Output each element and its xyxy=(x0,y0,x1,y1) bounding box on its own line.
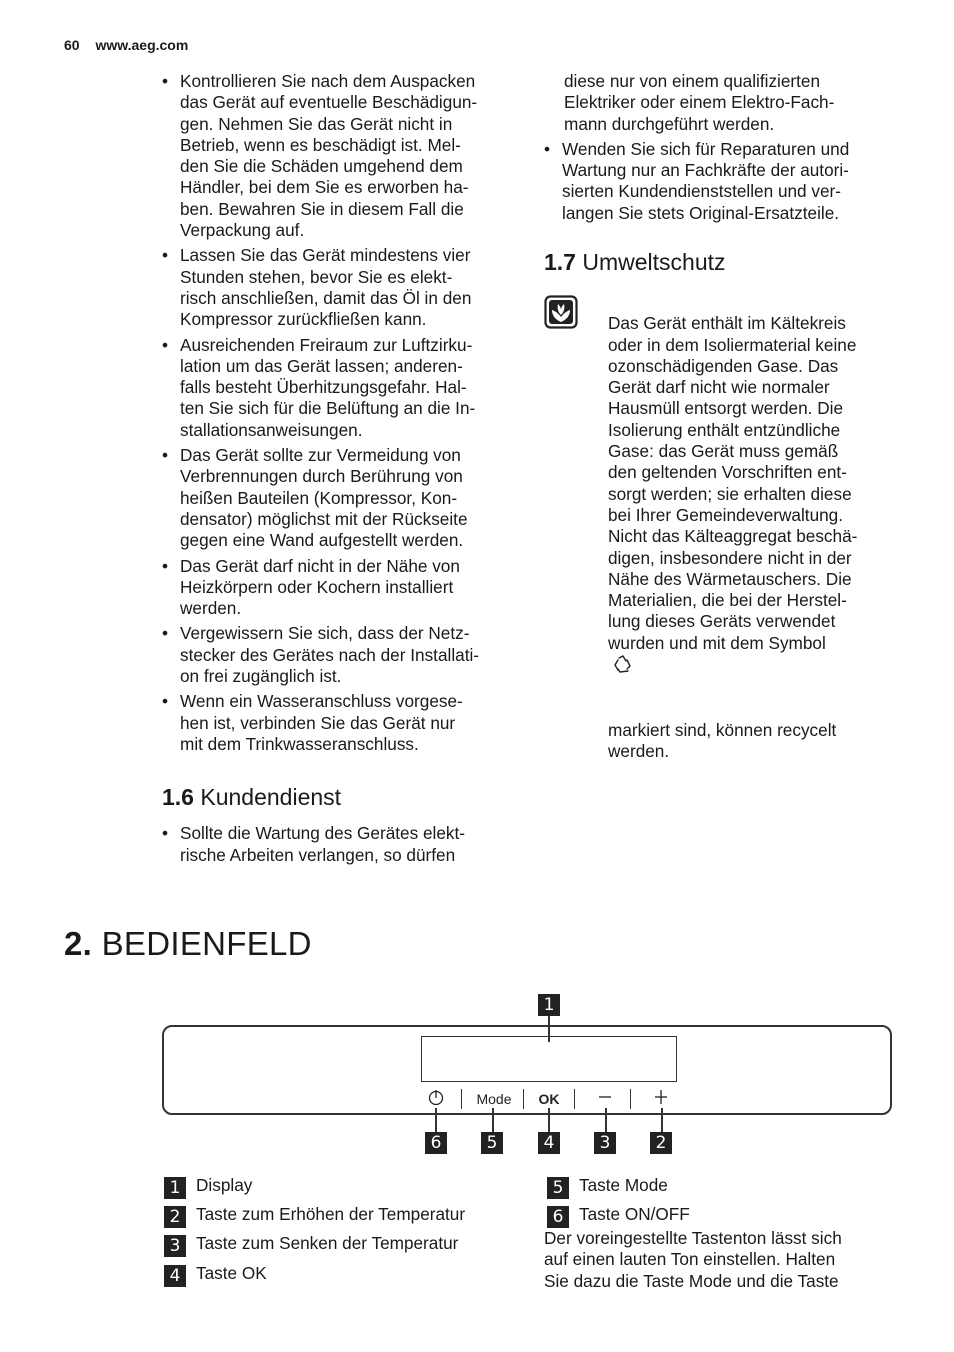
site-url: www.aeg.com xyxy=(95,37,189,53)
callout-badge-minus: 3 xyxy=(594,1132,616,1154)
legend-badge: 1 xyxy=(164,1177,186,1199)
service-list xyxy=(162,823,517,866)
callout-line xyxy=(661,1108,663,1132)
list-item: • Kontrollieren Sie nach dem Auspacken das Gerät auf eventuelle Beschädigun- gen. Nehmen Sie das Gerät nicht in Betrieb, wenn es beschädigt ist. Mel- den Sie die Schäden umgehend dem Händler, bei dem Sie es erworben ha- ben. Bewahren Sie in diesem Fall die Verpackung auf. xyxy=(162,71,517,241)
list-item: • Das Gerät sollte zur Vermeidung von Verbrennungen durch Berührung von heißen Bauteilen (Kompressor, Kon- densator) möglichst mit der Rückseite gegen eine Wand aufgestellt werden. xyxy=(162,445,517,551)
button-separator xyxy=(574,1089,575,1109)
legend-text: Display xyxy=(196,1175,253,1195)
ok-button[interactable]: OK xyxy=(538,1091,560,1107)
display-screen xyxy=(421,1036,677,1082)
section-heading-kundendienst xyxy=(162,783,517,811)
section-number: 1.6 xyxy=(162,784,194,811)
callout-badge-plus: 2 xyxy=(650,1132,672,1154)
plus-button[interactable] xyxy=(650,1088,672,1109)
power-button[interactable] xyxy=(425,1088,447,1109)
left-column xyxy=(162,71,517,870)
legend-text: Taste zum Erhöhen der Temperatur xyxy=(196,1204,466,1224)
chapter-title xyxy=(64,925,312,963)
section-number: 1.7 xyxy=(544,249,576,276)
mode-button[interactable]: Mode xyxy=(476,1091,512,1107)
callout-line xyxy=(435,1108,437,1132)
power-icon xyxy=(427,1088,445,1106)
legend-text: Taste zum Senken der Temperatur xyxy=(196,1233,459,1253)
button-separator xyxy=(630,1089,631,1109)
list-item: • Wenden Sie sich für Reparaturen und Wartung nur an Fachkräfte der autori- sierten Kundendienststellen und ver- langen Sie stets Original-Ersatzteile. xyxy=(544,139,894,224)
callout-badge-power: 6 xyxy=(425,1132,447,1154)
page-header xyxy=(64,37,188,53)
page-number: 60 xyxy=(64,37,80,53)
callout-badge-mode: 5 xyxy=(481,1132,503,1154)
environment-text xyxy=(608,292,898,763)
callout-badge-display: 1 xyxy=(538,994,560,1016)
legend-badge: 5 xyxy=(547,1177,569,1199)
legend-badge: 2 xyxy=(164,1206,186,1228)
legend-right xyxy=(547,1175,887,1229)
repair-list xyxy=(544,139,894,224)
button-separator xyxy=(461,1089,462,1109)
eco-leaf-icon xyxy=(544,295,578,329)
plus-icon xyxy=(653,1088,669,1106)
list-item: • Ausreichenden Freiraum zur Luftzirku- lation um das Gerät lassen; anderen- falls besteht Überhitzungsgefahr. Hal- ten Sie sich für die Belüftung an die In- stallationsanweisungen. xyxy=(162,335,517,441)
chapter-name: BEDIENFELD xyxy=(101,925,312,962)
list-item: • Sollte die Wartung des Gerätes elekt- rische Arbeiten verlangen, so dürfen xyxy=(162,823,517,866)
callout-badge-ok: 4 xyxy=(538,1132,560,1154)
section-title: Kundendienst xyxy=(200,784,342,811)
recycle-icon xyxy=(612,654,634,676)
continuation-text: diese nur von einem qualifizierten Elektriker oder einem Elektro-Fach- mann durchgeführt werden. xyxy=(564,71,835,134)
tone-note: Der voreingestellte Tastenton lässt sich auf einen lauten Ton einstellen. Halten Sie dazu die Taste Mode und die Taste xyxy=(544,1228,842,1291)
list-item: • Lassen Sie das Gerät mindestens vier Stunden stehen, bevor Sie es elekt- risch anschließen, damit das Öl in den Kompressor zurückfließen kann. xyxy=(162,245,517,330)
list-item: • Vergewissern Sie sich, dass der Netz- stecker des Gerätes nach der Installati- on frei zugänglich ist. xyxy=(162,623,517,687)
chapter-number: 2. xyxy=(64,925,93,962)
callout-line xyxy=(605,1108,607,1132)
legend-badge: 4 xyxy=(164,1265,186,1287)
section-heading-umweltschutz xyxy=(544,248,894,276)
environment-text-end: markiert sind, können recycelt werden. xyxy=(608,719,837,762)
legend-text: Taste ON/OFF xyxy=(579,1204,690,1224)
environment-text-main: Das Gerät enthält im Kältekreis oder in dem Isoliermaterial keine ozonschädigenden Gase. Das Gerät darf nicht wie normaler Hausmüll entsorgt werden. Die Isolierung enthält entzündliche Gase: das Gerät muss gemäß den geltenden Vorschriften ent- sorgt werden; sie erhalten diese bei Ihrer Gemeindeverwaltung. Nicht das Kälteaggregat beschä- digen, insbesondere nicht in der Nähe des Wärmetauschers. Die Materialien, die bei der Herstel- lung dieses Geräts verwendet wurden und mit dem Symbol xyxy=(608,313,858,653)
legend-badge: 6 xyxy=(547,1206,569,1228)
legend-text: Taste Mode xyxy=(579,1175,668,1195)
list-item: • Wenn ein Wasseranschluss vorgese- hen ist, verbinden Sie das Gerät nur mit dem Trinkwasseranschluss. xyxy=(162,691,517,755)
legend-badge: 3 xyxy=(164,1235,186,1257)
button-separator xyxy=(523,1089,524,1109)
legend-text: Taste OK xyxy=(196,1263,267,1283)
minus-button[interactable] xyxy=(594,1088,616,1109)
section-title: Umweltschutz xyxy=(582,249,726,276)
legend-left xyxy=(164,1175,524,1295)
right-column xyxy=(544,71,894,276)
callout-line xyxy=(548,1108,550,1132)
minus-icon xyxy=(597,1088,613,1106)
safety-list xyxy=(162,71,517,755)
list-item: • Das Gerät darf nicht in der Nähe von Heizkörpern oder Kochern installiert werden. xyxy=(162,556,517,620)
callout-line xyxy=(492,1108,494,1132)
